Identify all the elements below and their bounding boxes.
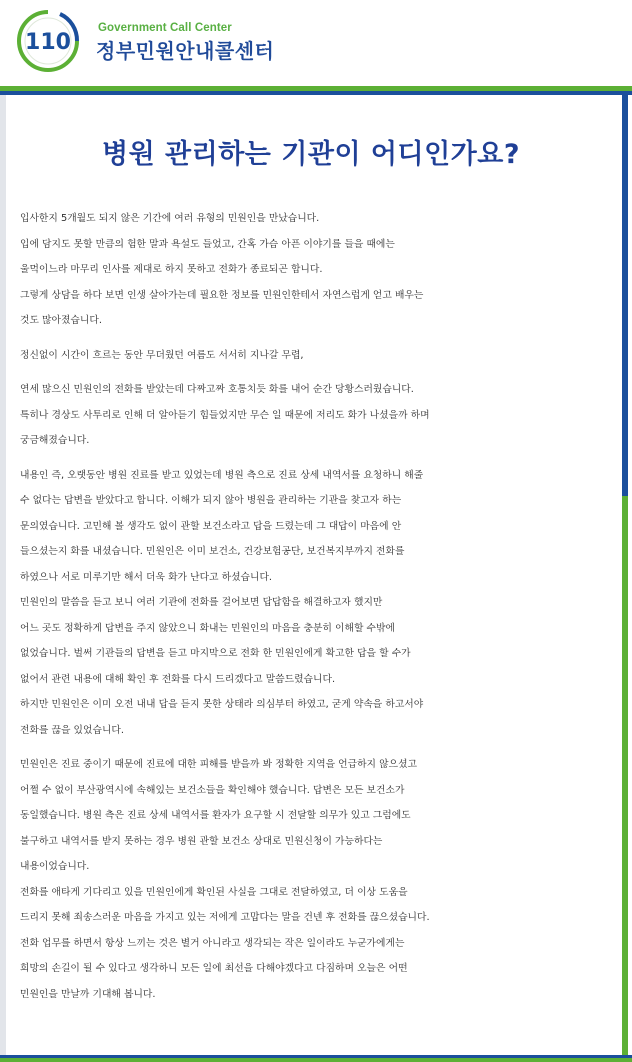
paragraph-line: 전화를 끊을 있었습니다. xyxy=(20,724,124,736)
center-korean-name: 정부민원안내콜센터 xyxy=(96,39,275,63)
paragraph-line: 수 없다는 답변을 받았다고 합니다. 이해가 되지 않아 병원을 관리하는 기관을 찾고자 하는 xyxy=(20,495,402,506)
paragraph-line: 전화를 애타게 기다리고 있을 민원인에게 확인된 사실을 그대로 전달하였고, 더 이상 도움을 xyxy=(20,886,408,898)
paragraph-line: 내용인 즉, 오랫동안 병원 진료를 받고 있었는데 병원 측으로 진료 상세 내역서를 요청하니 해줄 xyxy=(20,469,424,481)
article-paragraph xyxy=(20,206,622,334)
paragraph-line: 어쩔 수 없이 부산광역시에 속해있는 보건소들을 확인해야 했습니다. 답변은 모든 보건소가 xyxy=(20,784,405,796)
paragraph-line: 하였으나 서로 미루기만 해서 더욱 화가 난다고 하셨습니다. xyxy=(20,571,273,583)
page-header xyxy=(0,0,632,88)
article-headline: 병원 관리하는 기관이 어디인가요? xyxy=(101,139,520,170)
paragraph-line: 연세 많으신 민원인의 전화를 받았는데 다짜고짜 호통치듯 화를 내어 순간 당황스러웠습니다. xyxy=(20,384,414,395)
paragraph-line: 동일했습니다. 병원 측은 진료 상세 내역서를 환자가 요구할 시 전달할 의무가 있고 그럼에도 xyxy=(20,810,411,821)
header-divider-blue xyxy=(0,91,632,95)
paragraph-line: 특히나 경상도 사투리로 인해 더 알아듣기 힘들었지만 무슨 일 때문에 저리도 화가 나셨을까 하며 xyxy=(20,409,430,421)
paragraph-line: 희망의 손길이 될 수 있다고 생각하니 모든 일에 최선을 다해야겠다고 다짐하며 오늘은 어떤 xyxy=(20,963,408,974)
paragraph-line: 어느 곳도 정확하게 답변을 주지 않았으니 화내는 민원인의 마음을 충분히 이해할 수밖에 xyxy=(20,622,395,634)
paragraph-line: 궁금해졌습니다. xyxy=(20,435,90,446)
article-paragraph xyxy=(20,463,622,744)
paragraph-line: 문의였습니다. 고민해 볼 생각도 없이 관할 보건소라고 답을 드렸는데 그 대답이 마음에 안 xyxy=(20,520,402,532)
paragraph-line: 입사한지 5개월도 되지 않은 기간에 여러 유형의 민원인을 만났습니다. xyxy=(20,213,320,224)
paragraph-line: 그렇게 상담을 하다 보면 인생 살아가는데 필요한 정보를 민원인한테서 자연스럽게 얻고 배우는 xyxy=(20,289,424,301)
paragraph-line: 없어서 관련 내용에 대해 확인 후 전화를 다시 드리겠다고 말씀드렸습니다. xyxy=(20,673,336,685)
110-logo xyxy=(14,8,82,74)
right-border-green xyxy=(622,496,628,1057)
paragraph-line: 것도 많아졌습니다. xyxy=(20,315,102,326)
paragraph-line: 전화 업무를 하면서 항상 느끼는 것은 별거 아니라고 생각되는 작은 일이라도 누군가에게는 xyxy=(20,937,405,949)
paragraph-line: 울먹이느라 마무리 인사를 제대로 하지 못하고 전화가 종료되곤 합니다. xyxy=(20,264,323,275)
right-border-blue xyxy=(622,95,628,496)
bottom-border-green xyxy=(0,1058,632,1062)
left-border xyxy=(0,95,6,1057)
paragraph-line: 민원인은 진료 중이기 때문에 진료에 대한 피해를 받을까 봐 정확한 지역을 언급하지 않으셨고 xyxy=(20,759,417,770)
paragraph-line: 민원인의 말씀을 듣고 보니 여러 기관에 전화를 걸어보면 답답함을 해결하고자 했지만 xyxy=(20,597,383,608)
article-paragraph xyxy=(20,377,622,454)
center-english-name: Government Call Center xyxy=(98,22,232,34)
article-body xyxy=(20,206,622,1016)
paragraph-line: 입에 담지도 못할 만큼의 험한 말과 욕설도 들었고, 간혹 가슴 아픈 이야기를 들을 때에는 xyxy=(20,238,395,250)
paragraph-line: 드리지 못해 죄송스러운 마음을 가지고 있는 저에게 고맙다는 말을 건넨 후 전화를 끊으셨습니다. xyxy=(20,912,430,923)
logo-number: 110 xyxy=(25,30,71,55)
paragraph-line: 없었습니다. 벌써 기관들의 답변을 듣고 마지막으로 전화 한 민원인에게 확고한 답을 할 수가 xyxy=(20,648,411,659)
paragraph-line: 내용이었습니다. xyxy=(20,861,90,872)
paragraph-line: 정신없이 시간이 흐르는 동안 무더웠던 여름도 서서히 지나갈 무렵, xyxy=(20,349,304,361)
article-paragraph xyxy=(20,752,622,1007)
article-paragraph xyxy=(20,343,622,369)
paragraph-line: 민원인을 만날까 기대해 봅니다. xyxy=(20,988,156,1000)
paragraph-line: 들으셨는지 화를 내셨습니다. 민원인은 이미 보건소, 건강보험공단, 보건복지부까지 전화를 xyxy=(20,546,405,557)
paragraph-line: 불구하고 내역서를 받지 못하는 경우 병원 관할 보건소 상대로 민원신청이 가능하다는 xyxy=(20,835,383,847)
paragraph-line: 하지만 민원인은 이미 오전 내내 답을 듣지 못한 상태라 의심부터 하였고, 굳게 약속을 하고서야 xyxy=(20,699,424,710)
